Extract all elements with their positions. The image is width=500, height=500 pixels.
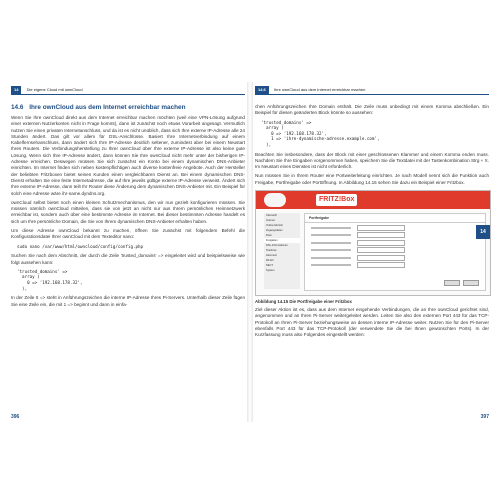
fritzbox-nav-item: Online-Monitor [266, 224, 284, 228]
paragraph: Um diese Adresse ownCloud bekannt zu machen, öffnen Sie zunächst mit folgendem Befehl die Konfigurationsdatei Ihrer ownCloud mit dem Texteditor nano: [11, 228, 245, 240]
page-number: 396 [11, 414, 20, 420]
section-header-title: Ihre ownCloud aus dem Internet erreichbar machen [273, 87, 366, 92]
fritzbox-nav-item: Internet [266, 219, 275, 223]
left-content [11, 104, 245, 311]
cloud-graphic [264, 193, 286, 207]
paragraph: Nun müssen Sie in Ihrem Router eine Portweiterleitung einrichten. Je nach Modell nennt sich die Funktion auch Freigabe, Portfreigabe oder Portöffnung. In Abbildung 14.15 sehen Sie dazu ein Beispiel einer Fritzbox. [255, 173, 489, 185]
fritzbox-nav-item: DSL-Informationen [266, 244, 288, 248]
fritzbox-panel-title: Portfreigabe [305, 214, 485, 223]
form-row [311, 225, 479, 231]
fritzbox-buttons [444, 280, 479, 286]
left-page [11, 82, 245, 422]
fritzbox-nav-item: DECT [266, 264, 274, 268]
fritzbox-nav-item: Heimnetz [266, 254, 277, 258]
left-running-header [11, 86, 245, 95]
book-gutter [247, 82, 253, 422]
form-row [311, 262, 479, 268]
code-block: sudo nano /var/www/html/owncloud/config/config.php [17, 243, 144, 249]
fritzbox-header-bar [256, 191, 490, 209]
paragraph: Wenn Sie Ihre ownCloud direkt aus dem Internet erreichbar machen möchten (weil eine VPN-Lösung aufgrund einer externen Nutzerkonten nicht in Frage kommt), dann ist zunächst noch etwas Vorarbeit angesagt. Vermutlich nutzen Sie einen privaten Internetanschluss, und da ist es nicht unüblich, dass sich Ihre externe IP-Adresse alle 24 Stunden ändert. Das gilt vor allem für DSL-Anschlüsse. Basiert Ihre Internetverbindung auf einem Kabelfernsehanschluss, dann ändert sich Ihre IP-Adresse deutlich seltener, zumindest aber bei einem Neustart Ihres Routers. Die Verbindungsherstellung zu Ihrer ownCloud über Ihre externe IP-Adresse ist also keine gute Lösung. Wenn sich Ihre IP-Adresse ändert, dann können Sie Ihre ownCloud nicht mehr unter der bisherigen IP-Adresse erreichen. Deswegen müssen Sie sich zunächst ein Konto bei einem dynamischen DNS-Anbieter einrichten. Im Internet finden sich neben kostenpflichtigen auch diverse kostenfreie Angebote. Auch der Hersteller der beliebten Fritzboxen bietet seinen Kunden einen vergleichbaren Dienst an. Bei einem dynamischen DNS-Dienst erhalten Sie eine feste Internetadresse, die auf Ihre jeweils gültige externe IP-Adresse verweist. Ändert sich Ihre externe IP-Adresse, dann teilt Ihr Router diese Änderung dem dynamischen DNS-Anbieter mit. Ein Beispiel für solch eine Adresse wäre ihr-name.dyndns.org. [11, 115, 245, 196]
right-content [255, 104, 489, 342]
chapter-thumb-tab: 14 [476, 225, 490, 239]
fritzbox-nav-item: System [266, 269, 275, 273]
fritzbox-nav-item: WLAN [266, 259, 274, 263]
fritzbox-nav-item: Zugangsdaten [266, 229, 283, 233]
section-title: Ihre ownCloud aus dem Internet erreichbar machen [29, 104, 186, 111]
paragraph: In der Zeile 0 => steht in Anführungszeichen die interne IP-Adresse Ihres Pi-Servers. Unterhalb dieser Zeile fügen Sie eine Zeile ein, die mit 1 => beginnt und dann in einfa- [11, 295, 245, 307]
paragraph: Beachten Sie insbesondere, dass der Block mit einer geschlossenen Klammer und einem Komma enden muss. Nachdem Sie Ihre Eingaben vorgenommen haben, speichern Sie die Textdatei mit der Tastenkombination Strg + X. Im Neustart eines Dienstes ist nicht erforderlich. [255, 151, 489, 170]
chapter-number: 14 [11, 86, 21, 94]
section-heading [11, 104, 245, 111]
paragraph: chen Anführungszeichen Ihre Domain enthält. Die Zeile muss unbedingt mit einem Komma abschließen. Ein Beispiel für diesen geänderten Block könnte so aussehen: [255, 104, 489, 116]
paragraph: Ziel dieser Aktion ist es, dass aus dem Internet eingehende Verbindungen, die an Ihre ownCloud gerichtet sind, angenommen und an Ihren Pi-Server weitergeleitet werden. Leiten Sie also den externen Port 443 für das TCP-Protokoll an Ihren Pi-Server beziehungsweise an dessen interne IP-Adresse weiter. Nutzen Sie für den Pi-Server ebenfalls Port 443 für das TCP-Protokoll (der verwendete Sie die bei Ihnen gewünschten Ports). In der Kurzfassung muss also Folgendes eingestellt werden: [255, 307, 489, 338]
paragraph: Suchen Sie nach dem Abschnitt, der durch die Zeile 'trusted_domains' => eingeleitet wird und beispielsweise wie folgt aussehen kann: [11, 253, 245, 265]
chapter-title: Die eigene Cloud mit ownCloud [26, 87, 83, 92]
page-number: 397 [480, 414, 489, 420]
fritzbox-screenshot [255, 190, 491, 296]
right-page [255, 82, 489, 422]
code-block: 'trusted_domains' => array ( 0 => '192.168.178.32', ), [17, 268, 83, 291]
fritzbox-nav-item: Filter [266, 234, 272, 238]
book-spread [11, 82, 489, 422]
paragraph: ownCloud selbst bietet noch einen kleinen Schutzmechanismus, den wir nun gezielt konfigurieren müssen. Sie müssen nämlich ownCloud mitteilen, dass sie von jetzt an nicht nur aus Ihrem persönlichen Heimnetzwerk erreichbar ist, sondern auch über eine bestimmte Adresse im Internet. Bei dieser bestimmten Adresse handelt es sich um Ihre persönliche Domain, die Sie von Ihrem dynamischen DNS-Anbieter erhalten haben. [11, 199, 245, 224]
form-row [311, 247, 479, 253]
section-number: 14.6 [11, 104, 24, 111]
figure-caption: Abbildung 14.15 Die Portfreigabe einer Fritzbox [255, 299, 352, 305]
right-running-header [255, 86, 489, 95]
fritzbox-sidebar [264, 213, 300, 289]
fritzbox-logo: FRITZ!Box [316, 194, 357, 206]
form-row [311, 240, 479, 246]
fritzbox-panel [304, 213, 486, 291]
fritzbox-nav-item: Freigaben [264, 238, 300, 243]
form-row [311, 232, 479, 238]
form-row [311, 255, 479, 261]
fritzbox-nav-item: Übersicht [266, 214, 277, 218]
code-block: 'trusted_domains' => array ( 0 => '192.168.178.32', 1 => 'ihre-dynamische-adresse.example.com', ), [261, 119, 380, 147]
fritzbox-nav-item: Telefonie [266, 249, 277, 253]
section-number-badge: 14.6 [255, 86, 269, 94]
